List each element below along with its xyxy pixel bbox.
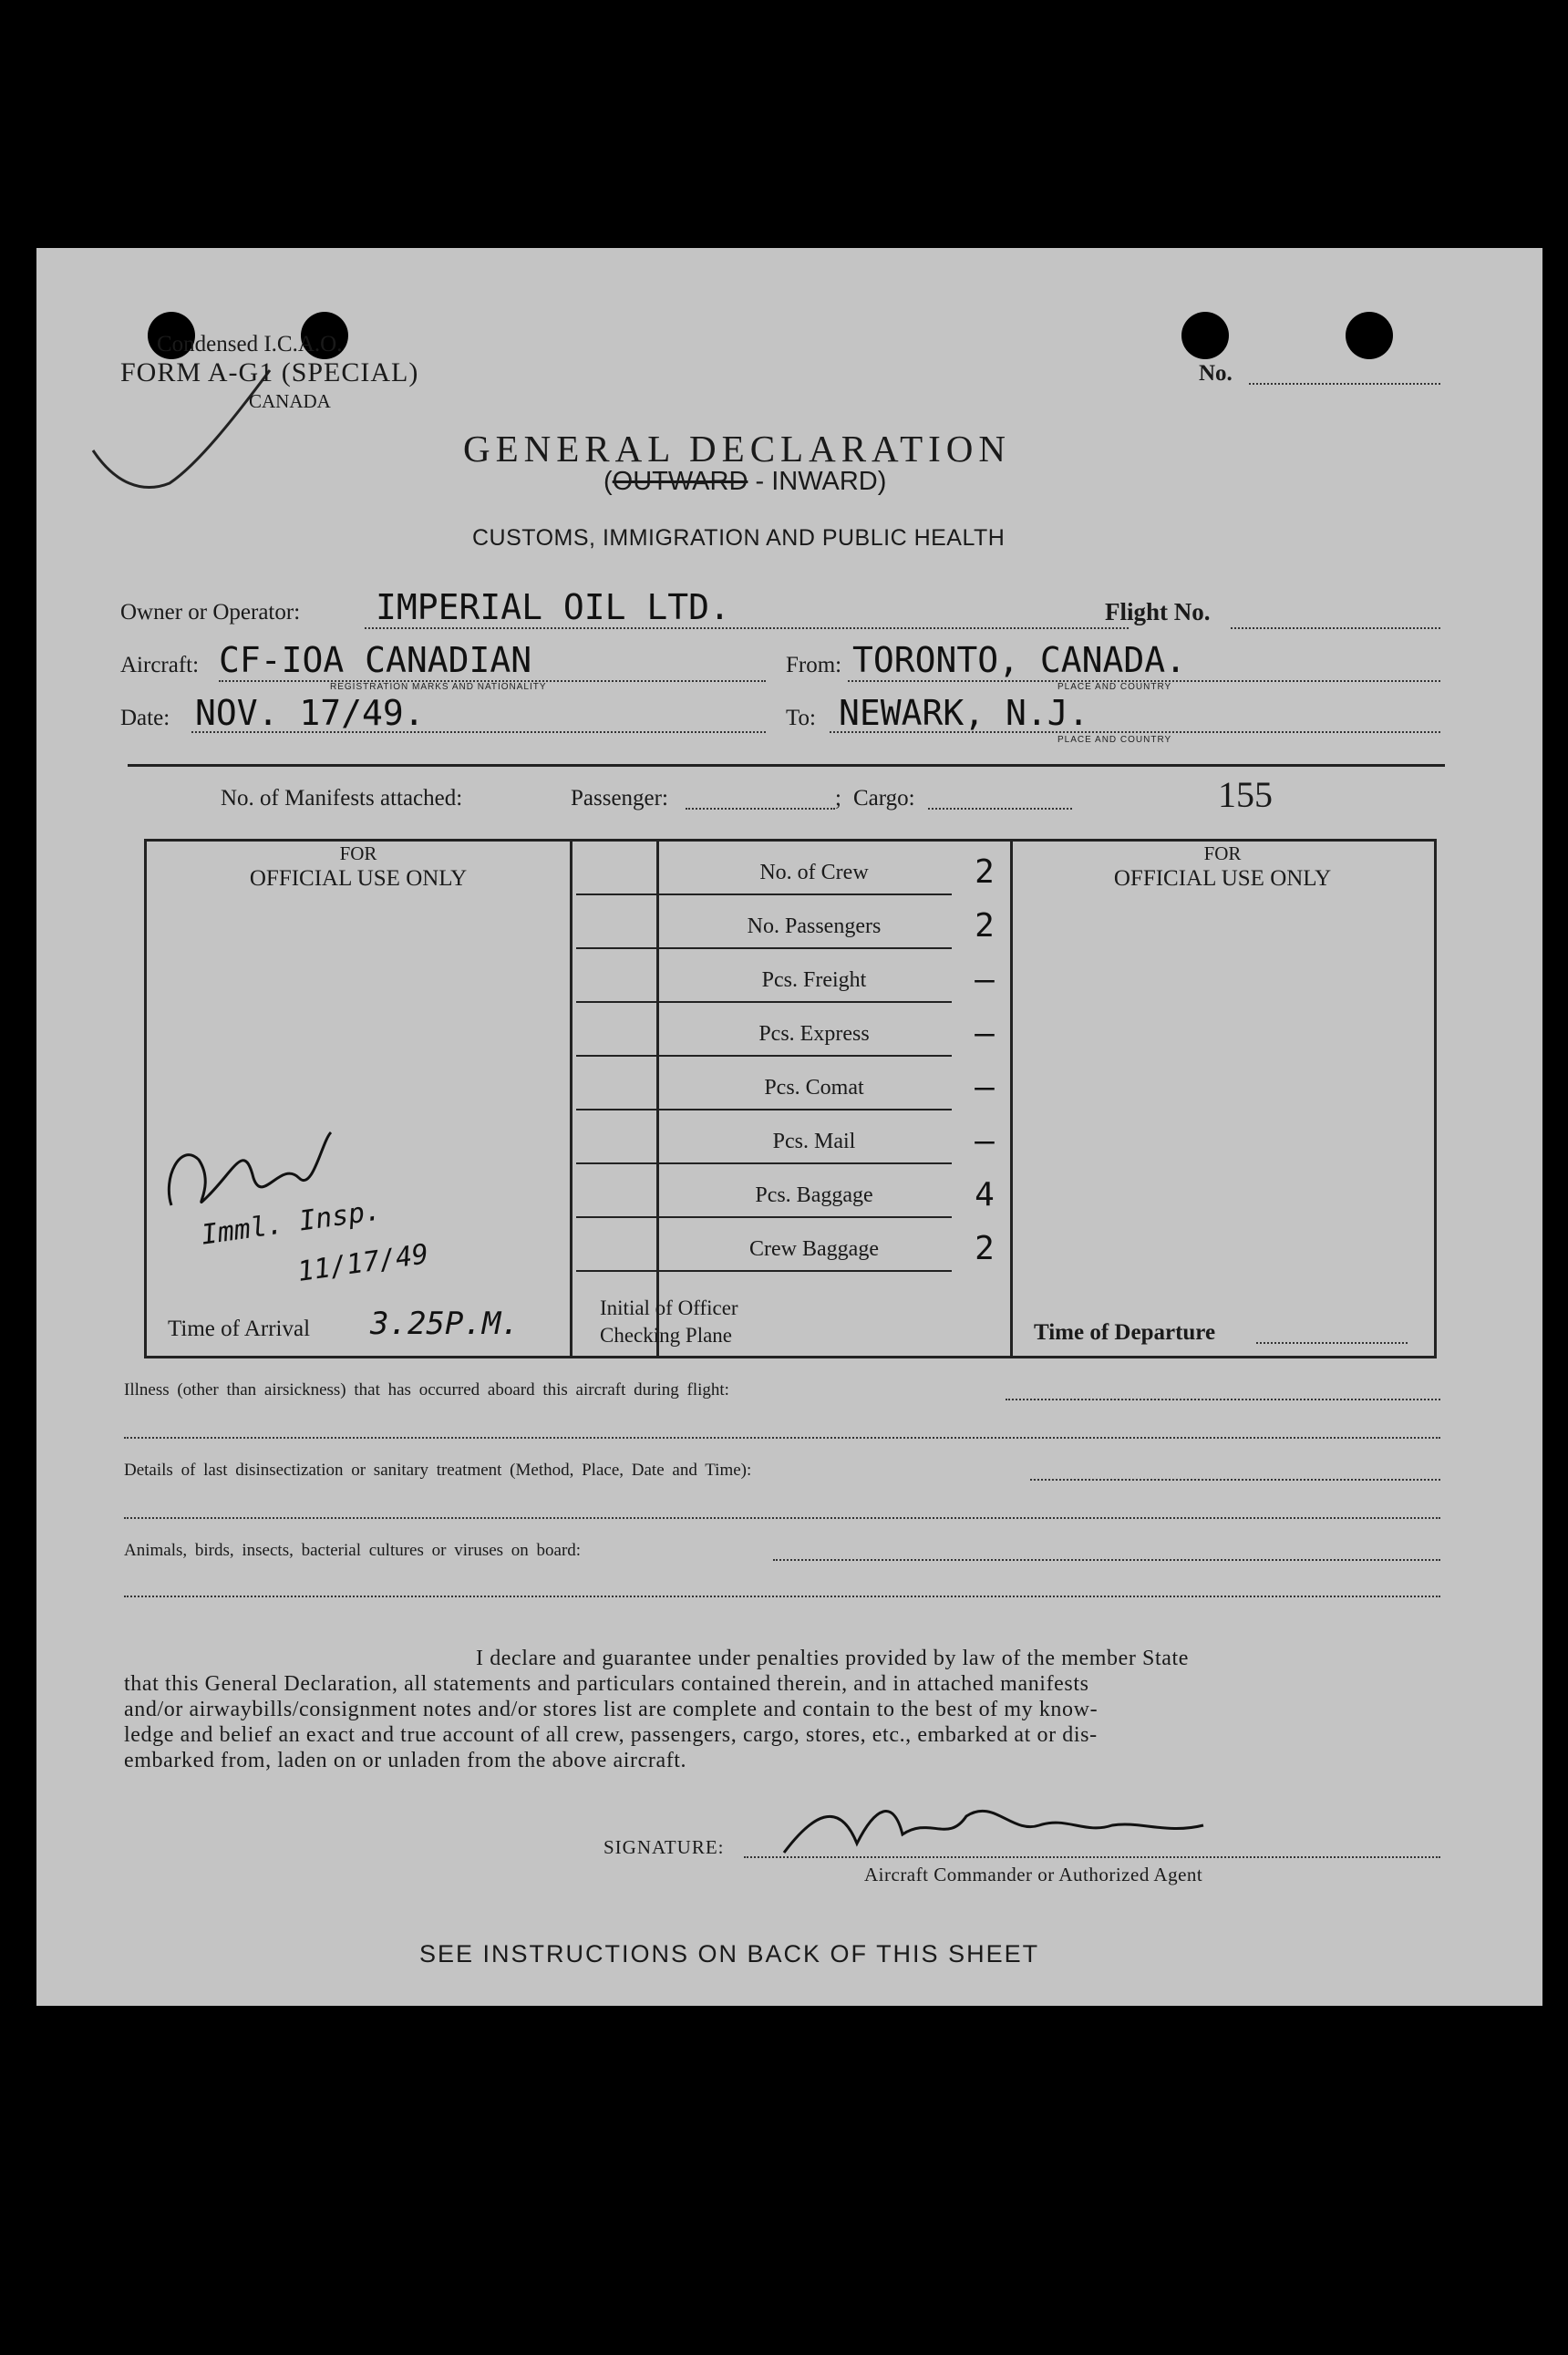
inward-label: - INWARD) [755, 467, 887, 496]
flight-field [1231, 627, 1440, 629]
count-label: No. of Crew [759, 861, 869, 884]
from-value: TORONTO, CANADA. [852, 640, 1187, 680]
count-label: Crew Baggage [749, 1237, 879, 1261]
declaration-direction: (OUTWARD - INWARD) [603, 467, 887, 496]
to-label: To: [786, 706, 816, 730]
no-field [1249, 383, 1440, 385]
form-line-1: Condensed I.C.A.O. [157, 332, 343, 356]
date-value: NOV. 17/49. [195, 693, 425, 733]
cargo-manifest-label: Cargo: [853, 786, 915, 811]
page-subtitle: CUSTOMS, IMMIGRATION AND PUBLIC HEALTH [472, 525, 1006, 551]
count-label: Pcs. Comat [764, 1076, 864, 1100]
right-for-label: FOR [1203, 842, 1242, 864]
disinsectization-question: Details of last disinsectization or sanitary treatment (Method, Place, Date and Time): [124, 1461, 752, 1480]
row-rule [576, 1216, 952, 1218]
left-official-label: OFFICIAL USE ONLY [249, 866, 468, 891]
row-rule [576, 1109, 952, 1110]
passenger-manifest-field [686, 808, 835, 810]
row-rule [576, 1162, 952, 1164]
aircraft-caption: REGISTRATION MARKS AND NATIONALITY [330, 682, 547, 692]
table-divider [570, 839, 573, 1357]
count-value: 4 [975, 1176, 995, 1214]
arrival-value: 3.25P.M. [370, 1306, 520, 1342]
count-value: 2 [975, 1230, 995, 1267]
punch-hole [1346, 312, 1393, 359]
owner-label: Owner or Operator: [120, 600, 301, 625]
disinsectization-field-2 [124, 1517, 1440, 1519]
illness-field-2 [124, 1437, 1440, 1439]
declaration-form [36, 248, 1542, 2006]
passenger-manifest-label: Passenger: [571, 786, 668, 811]
departure-label: Time of Departure [1034, 1320, 1216, 1345]
form-number: FORM A-G1 (SPECIAL) [120, 357, 419, 387]
aircraft-label: Aircraft: [120, 653, 200, 677]
animals-field-2 [124, 1596, 1440, 1597]
row-rule [576, 1270, 952, 1272]
officer-label-1: Initial of Officer [600, 1296, 738, 1319]
disinsectization-field [1030, 1479, 1440, 1481]
to-caption: PLACE AND COUNTRY [1057, 735, 1172, 745]
date-label: Date: [120, 706, 170, 730]
manifest-separator: ; [835, 786, 841, 811]
divider [128, 764, 1445, 767]
right-official-label: OFFICIAL USE ONLY [1113, 866, 1332, 891]
punch-hole [1181, 312, 1229, 359]
count-value: — [975, 1069, 995, 1106]
declaration-line: embarked from, laden on or unladen from the above aircraft. [124, 1749, 687, 1772]
manifests-label: No. of Manifests attached: [221, 786, 463, 811]
illness-field [1006, 1399, 1440, 1400]
no-label: No. [1199, 361, 1233, 386]
officer-label-2: Checking Plane [600, 1324, 732, 1347]
outward-struck: OUTWARD [612, 467, 748, 496]
to-value: NEWARK, N.J. [839, 693, 1089, 733]
declaration-line: I declare and guarantee under penalties provided by law of the member State [476, 1647, 1190, 1670]
count-label: Pcs. Baggage [755, 1183, 873, 1207]
from-caption: PLACE AND COUNTRY [1057, 682, 1172, 692]
owner-value: IMPERIAL OIL LTD. [376, 587, 730, 627]
count-value: 2 [975, 907, 995, 945]
count-value: — [975, 961, 995, 998]
to-field [830, 731, 1440, 733]
inspection-date: 11/17/49 [295, 1238, 431, 1288]
row-rule [576, 947, 952, 949]
commander-signature [775, 1780, 1231, 1871]
flight-label: Flight No. [1105, 598, 1211, 625]
from-label: From: [786, 653, 842, 677]
count-label: No. Passengers [747, 914, 882, 938]
owner-field [365, 627, 1129, 629]
footer-instructions: SEE INSTRUCTIONS ON BACK OF THIS SHEET [419, 1940, 1040, 1968]
illness-question: Illness (other than airsickness) that has occurred aboard this aircraft during flight: [124, 1380, 729, 1400]
declaration-line: that this General Declaration, all statements and particulars contained therein, and in attached manifests [124, 1672, 1089, 1696]
animals-question: Animals, birds, insects, bacterial cultures or viruses on board: [124, 1541, 582, 1560]
arrival-label: Time of Arrival [168, 1317, 311, 1341]
count-value: — [975, 1015, 995, 1052]
count-label: Pcs. Mail [772, 1130, 856, 1153]
row-rule [576, 893, 952, 895]
animals-field [773, 1559, 1440, 1561]
aircraft-value: CF-IOA CANADIAN [219, 640, 532, 680]
row-rule [576, 1001, 952, 1003]
page-title: GENERAL DECLARATION [463, 428, 1012, 470]
stamp-number: 155 [1218, 774, 1273, 815]
row-rule [576, 1055, 952, 1057]
count-label: Pcs. Express [758, 1022, 870, 1046]
form-country: CANADA [249, 390, 331, 412]
signature-label: SIGNATURE: [603, 1836, 725, 1858]
count-value: 2 [975, 853, 995, 891]
declaration-line: and/or airwaybills/consignment notes and/or stores list are complete and contain to the best of my know- [124, 1698, 1099, 1721]
declaration-line: ledge and belief an exact and true account of all crew, passengers, cargo, stores, etc., embarked at or dis- [124, 1723, 1098, 1747]
cargo-manifest-field [928, 808, 1072, 810]
count-value: — [975, 1122, 995, 1160]
left-for-label: FOR [339, 842, 377, 864]
date-field [191, 731, 766, 733]
departure-field [1256, 1342, 1408, 1344]
count-label: Pcs. Freight [761, 968, 867, 992]
signature-caption: Aircraft Commander or Authorized Agent [864, 1864, 1203, 1885]
inspector-title: Imml. Insp. [199, 1194, 384, 1252]
